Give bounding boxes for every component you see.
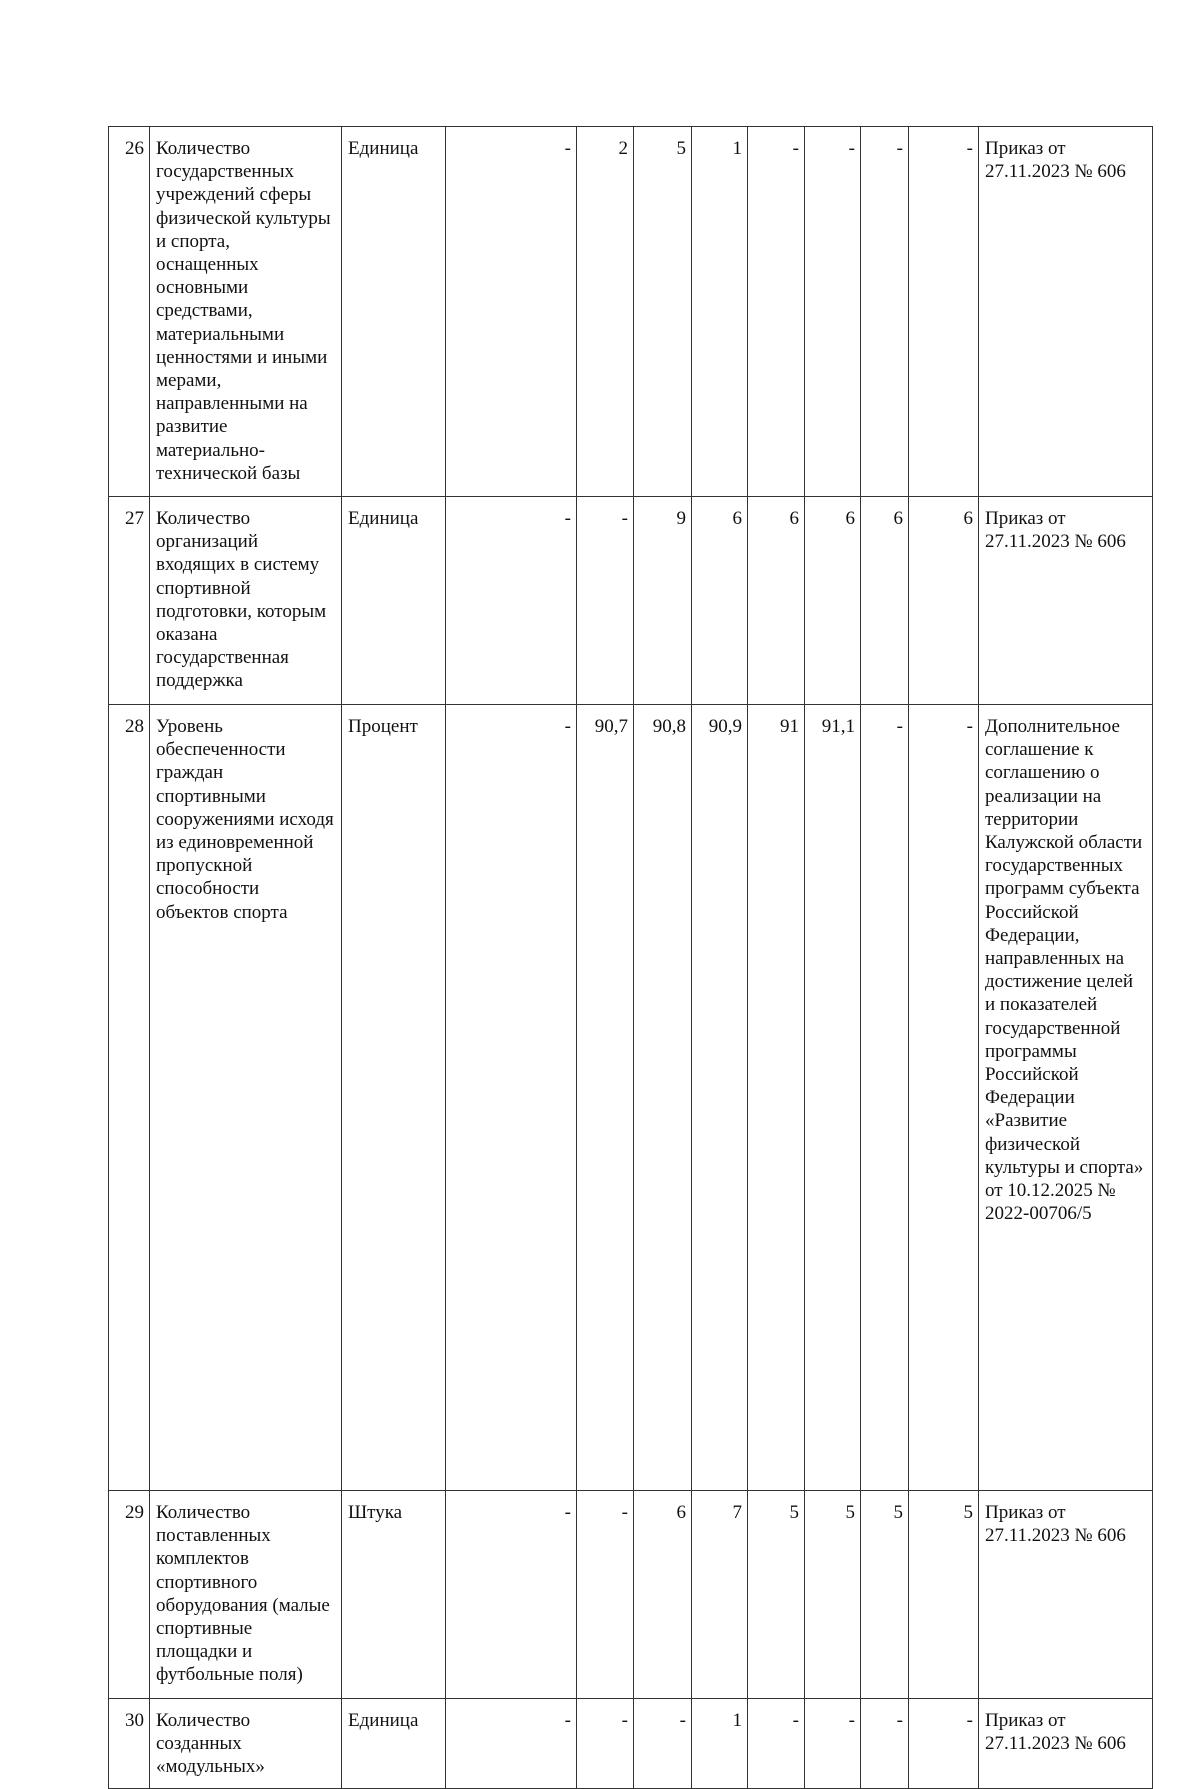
year-value: 6 bbox=[909, 497, 979, 705]
year-value: - bbox=[909, 127, 979, 497]
year-value: - bbox=[577, 497, 634, 705]
base-value: - bbox=[446, 705, 577, 1491]
unit-of-measure: Единица bbox=[342, 1699, 446, 1789]
year-value: - bbox=[861, 705, 909, 1491]
year-value: 6 bbox=[861, 497, 909, 705]
year-value: 5 bbox=[805, 1491, 861, 1699]
year-value: - bbox=[748, 1699, 805, 1789]
indicator-name: Количество государственных учреждений сферы физической культуры и спорта, оснащенных основными средствами, материальными ценностями и иными мерами, направленными на развитие материально-технической базы bbox=[150, 127, 342, 497]
year-value: 6 bbox=[634, 1491, 692, 1699]
row-number: 27 bbox=[109, 497, 150, 705]
year-value: - bbox=[577, 1699, 634, 1789]
table-row bbox=[109, 1491, 1153, 1699]
year-value: - bbox=[861, 1699, 909, 1789]
table-row bbox=[109, 127, 1153, 497]
table-row bbox=[109, 1699, 1153, 1789]
row-number: 29 bbox=[109, 1491, 150, 1699]
unit-of-measure: Штука bbox=[342, 1491, 446, 1699]
year-value: 6 bbox=[748, 497, 805, 705]
year-value: - bbox=[805, 1699, 861, 1789]
year-value: - bbox=[748, 127, 805, 497]
year-value: 6 bbox=[692, 497, 748, 705]
year-value: 5 bbox=[748, 1491, 805, 1699]
year-value: 9 bbox=[634, 497, 692, 705]
year-value: 90,8 bbox=[634, 705, 692, 1491]
year-value: 5 bbox=[634, 127, 692, 497]
year-value: 90,7 bbox=[577, 705, 634, 1491]
source-document: Приказ от 27.11.2023 № 606 bbox=[979, 127, 1153, 497]
year-value: 90,9 bbox=[692, 705, 748, 1491]
base-value: - bbox=[446, 127, 577, 497]
year-value: - bbox=[909, 705, 979, 1491]
year-value: - bbox=[861, 127, 909, 497]
row-number: 28 bbox=[109, 705, 150, 1491]
year-value: 91 bbox=[748, 705, 805, 1491]
year-value: 91,1 bbox=[805, 705, 861, 1491]
table-row bbox=[109, 705, 1153, 1491]
base-value: - bbox=[446, 1491, 577, 1699]
year-value: 5 bbox=[861, 1491, 909, 1699]
year-value: - bbox=[805, 127, 861, 497]
unit-of-measure: Процент bbox=[342, 705, 446, 1491]
indicator-name: Количество поставленных комплектов спортивного оборудования (малые спортивные площадки и футбольные поля) bbox=[150, 1491, 342, 1699]
indicator-name: Уровень обеспеченности граждан спортивными сооружениями исходя из единовременной пропускной способности объектов спорта bbox=[150, 705, 342, 1491]
year-value: 7 bbox=[692, 1491, 748, 1699]
table-row bbox=[109, 497, 1153, 705]
year-value: 1 bbox=[692, 127, 748, 497]
row-number: 30 bbox=[109, 1699, 150, 1789]
source-document: Дополнительное соглашение к соглашению о реализации на территории Калужской области государственных программ субъекта Российской Федерации, направленных на достижение целей и показателей государственной программы Российской Федерации «Развитие физической культуры и спорта» от 10.12.2025 № 2022-00706/5 bbox=[979, 705, 1153, 1491]
source-document: Приказ от 27.11.2023 № 606 bbox=[979, 497, 1153, 705]
source-document: Приказ от 27.11.2023 № 606 bbox=[979, 1491, 1153, 1699]
year-value: 2 bbox=[577, 127, 634, 497]
unit-of-measure: Единица bbox=[342, 127, 446, 497]
indicator-name: Количество созданных «модульных» bbox=[150, 1699, 342, 1789]
indicator-name: Количество организаций входящих в систему спортивной подготовки, которым оказана государственная поддержка bbox=[150, 497, 342, 705]
year-value: - bbox=[577, 1491, 634, 1699]
year-value: - bbox=[634, 1699, 692, 1789]
base-value: - bbox=[446, 1699, 577, 1789]
year-value: - bbox=[909, 1699, 979, 1789]
row-number: 26 bbox=[109, 127, 150, 497]
year-value: 5 bbox=[909, 1491, 979, 1699]
indicators-table bbox=[108, 126, 1153, 1789]
base-value: - bbox=[446, 497, 577, 705]
unit-of-measure: Единица bbox=[342, 497, 446, 705]
source-document: Приказ от 27.11.2023 № 606 bbox=[979, 1699, 1153, 1789]
year-value: 1 bbox=[692, 1699, 748, 1789]
year-value: 6 bbox=[805, 497, 861, 705]
